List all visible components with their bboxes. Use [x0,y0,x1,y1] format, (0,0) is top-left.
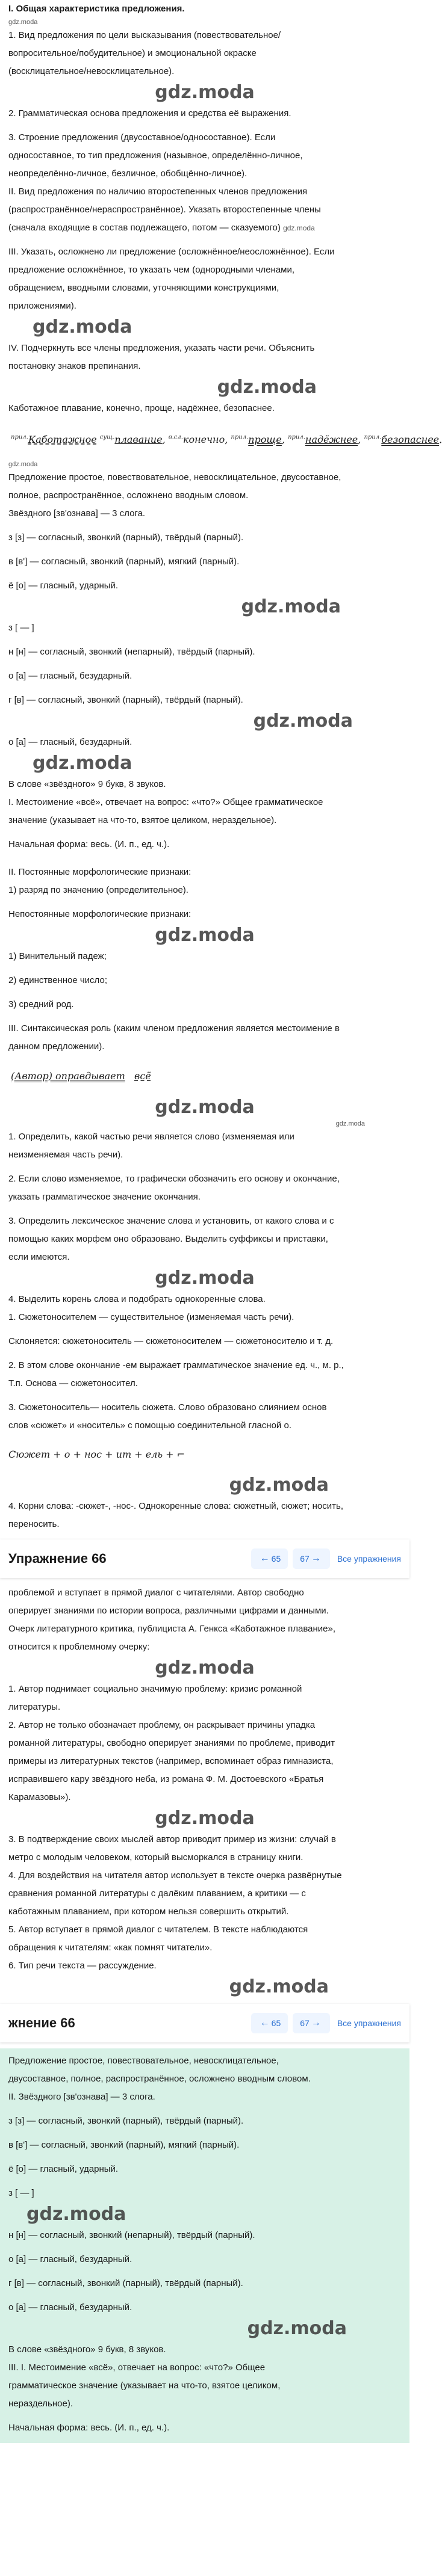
text-line: примеры из литературных текстов (например, вспоминает образ гимназиста, [8,1756,334,1767]
text-line: г [в] — согласный, звонкий (парный), твёрдый (парный). [8,2278,243,2289]
prev-exercise-button[interactable]: ← 65 [251,1548,288,1569]
text-line: 2. Автор не только обозначает проблему, он раскрывает причины упадка [8,1720,316,1731]
text-line: з [з] — согласный, звонкий (парный), твёрдый (парный). [8,2116,244,2127]
text-line: Начальная форма: весь. (И. п., ед. ч.). [8,2423,170,2433]
watermark: gdz.moda [229,1976,329,1998]
text-line: Т.п. Основа — сюжетоносител. [8,1378,138,1389]
text-line: Очерк литературного критика, публициста А. Генкса «Каботажное плавание», [8,1624,335,1635]
text-line: 3. В подтверждение своих мыслей автор приводит пример из жизни: случай в [8,1834,336,1845]
text-line: романной литературы, свободно оперирует знаниями по проблеме, приводит [8,1738,335,1749]
watermark-inline: gdz.moda [283,224,315,232]
text-line: о [а] — гласный, безударный. [8,671,132,682]
handwritten-predicate: (Автор) оправдывает [11,1070,125,1082]
watermark: gdz.moda [253,710,353,732]
text-line: проблемой и вступает в прямой диалог с читателями. Автор свободно [8,1588,304,1598]
text-line: 3. Сюжетоноситель— носитель сюжета. Слово образовано слиянием основ [8,1402,327,1413]
text-line: исправившего кару звёздного неба, из романа Ф. М. Достоевского «Братья [8,1774,324,1785]
text-line: 1) разряд по значению (определительное). [8,885,188,896]
text-line: II. Вид предложения по наличию второстепенных членов предложения [8,186,308,197]
text-line: о [а] — гласный, безударный. [8,2254,132,2265]
text-line: II. Постоянные морфологические признаки: [8,867,191,878]
text-line: 1. Вид предложения по цели высказывания (повествовательное/ [8,30,281,40]
text-line: 2. Грамматическая основа предложения и средства её выражения. [8,108,291,119]
all-exercises-link[interactable]: Все упражнения [337,1554,401,1564]
text-line: 3. Строение предложения (двусоставное/односоставное). Если [8,132,276,143]
text-line: Предложение простое, повествовательное, невосклицательное, [8,2056,279,2066]
text-line: г [в] — согласный, звонкий (парный), твёрдый (парный). [8,695,243,706]
text-line: III. I. Местоимение «всё», отвечает на вопрос: «что?» Общее [8,2362,266,2373]
text-line: 1) Винительный падеж; [8,951,107,962]
text-line: каботажным плаванием, при котором нельзя совершить открытий. [8,1906,289,1917]
text-line: постановку знаков препинания. [8,361,141,371]
text-line: переносить. [8,1519,60,1530]
text-line: 3) средний род. [8,999,74,1010]
text-line: обращением, вводными словами, уточняющими конструкциями, [8,283,279,293]
text-line: В слове «звёздного» 9 букв, 8 звуков. [8,2344,166,2355]
arrow-right-icon: → [311,1553,321,1564]
text-line: полное, распространённое, осложнено вводным словом. [8,490,249,501]
arrow-left-icon: ← [260,2018,270,2029]
word-intro: $^{в.сл.}$конечно [168,434,225,446]
watermark: gdz.moda [33,316,132,337]
text-line: неизменяемая часть речи). [8,1150,123,1160]
text-line: обращения к читателям: «как помнят читатели». [8,1943,213,1953]
text-line: вопросительное/побудительное) и эмоциональной окраске [8,48,257,58]
text-line: ё [о] — гласный, ударный. [8,2164,119,2175]
text-line: 1. Сюжетоносителем — существительное (изменяемая часть речи). [8,1312,294,1323]
exercise-nav-bar [0,2004,409,2042]
text-line: 2) единственное число; [8,975,107,986]
watermark: gdz.moda [33,753,132,774]
watermark: gdz.moda [155,925,255,946]
text-line: нераздельное). [8,2399,73,2409]
word-pred-3: $^{прил.}$безопаснее [364,434,440,446]
text-line: относится к проблемному очерку: [8,1642,150,1653]
text-line: 6. Тип речи текста — рассуждение. [8,1961,157,1971]
watermark: gdz.moda [229,1474,329,1496]
text-line: грамматическое значение (указывает на что-то, взятое целиком, [8,2380,281,2391]
text-line: сравнения романной литературы с далёким плаванием, а критики — с [8,1888,306,1899]
text-line: односоставное, то тип предложения (назывное, определённо-личное, [8,150,303,161]
text-line: Карамазовы»). [8,1792,71,1803]
text-line: Непостоянные морфологические признаки: [8,909,191,920]
watermark-logo-small: gdz.moda [8,461,38,469]
text-line: о [а] — гласный, безударный. [8,737,132,748]
morpheme-scheme: Сюжет + о + нос + ит + ель + ⌐ [8,1449,185,1461]
text-line: ё [о] — гласный, ударный. [8,581,119,591]
text-line: Звёздного [зв'ознава] — 3 слога. [8,508,146,519]
text-line: I. Местоимение «всё», отвечает на вопрос: «что?» Общее грамматическое [8,797,323,808]
text-line: 4. Корни слова: -сюжет-, -нос-. Однокоренные слова: сюжетный, сюжет; носить, [8,1501,343,1512]
section-title: I. Общая характеристика предложения. [8,4,185,14]
text-line: з [ — ] [8,2188,34,2199]
text-line: 3. Определить лексическое значение слова и установить, от какого слова и с [8,1216,334,1227]
text-line: (восклицательное/невосклицательное). [8,66,175,76]
text-line: III. Указать, осложнено ли предложение (осложнённое/неосложнённое). Если [8,247,335,257]
text-line: з [ — ] [8,623,34,633]
watermark: gdz.moda [155,82,255,103]
watermark-logo-small: gdz.moda [335,1120,365,1128]
handwritten-object: всё [134,1070,151,1082]
text-line: если имеются. [8,1252,70,1263]
text-line: предложение осложнённое, то указать чем (однородными членами, [8,265,295,275]
exercise-nav-bar [0,1539,409,1578]
next-exercise-button[interactable]: 67 → [293,1548,330,1569]
text-line: н [н] — согласный, звонкий (непарный), твёрдый (парный). [8,2230,255,2241]
text-fragment: (сначала входящие в состав подлежащего, потом — сказуемого) [8,223,281,233]
text-line: двусоставное, полное, распространённое, осложнено вводным словом. [8,2074,311,2085]
watermark: gdz.moda [155,1808,255,1829]
text-line: 1. Определить, какой частью речи является слово (изменяемая или [8,1132,294,1142]
text-line: з [з] — согласный, звонкий (парный), твёрдый (парный). [8,532,244,543]
text-line: 2. Если слово изменяемое, то графически обозначить его основу и окончание, [8,1174,340,1185]
text-line: III. Синтаксическая роль (каким членом предложения является местоимение в [8,1023,340,1034]
word-adj: $^{прил.}$Каботажное [11,434,97,446]
parsed-sentence: $^{прил.}$Каботажное $^{сущ.}$плавание, $^{в.сл.}$конечно, $^{прил.}$проще, $^{прил.}$надёжнее, $^{прил.}$безопаснее. [11,434,442,446]
text-line: 4. Для воздействия на читателя автор использует в тексте очерка развёрнутые [8,1870,342,1881]
watermark: gdz.moda [155,1097,255,1118]
next-exercise-button[interactable]: 67 → [293,2013,330,2033]
text-line: помощью каких морфем оно образовано. Выделить суффиксы и приставки, [8,1234,328,1245]
word-noun: $^{сущ.}$плавание [99,434,163,446]
text-line: 4. Выделить корень слова и подобрать однокоренные слова. [8,1294,266,1305]
watermark: gdz.moda [247,2318,347,2340]
text-line: значение (указывает на что-то, взятое целиком, нераздельное). [8,815,277,826]
watermark: gdz.moda [217,377,317,398]
text-line: Предложение простое, повествовательное, невосклицательное, двусоставное, [8,472,341,483]
arrow-right-icon: → [311,2018,321,2029]
prev-exercise-button[interactable]: ← 65 [251,2013,288,2033]
solution-part-2 [0,1584,409,1998]
watermark: gdz.moda [241,596,341,618]
text-line: (распространённое/нераспространённое). Указать второстепенные члены [8,205,321,215]
solution-part-3 [0,2048,409,2443]
watermark-logo-small: gdz.moda [8,19,38,26]
text-line: II. Звёздного [зв'ознава] — 3 слога. [8,2092,155,2103]
exercise-title: Упражнение 66 [8,1551,107,1567]
text-line: Каботажное плавание, конечно, проще, надёжнее, безопаснее. [8,403,275,413]
text-line: 1. Автор поднимает социально значимую проблему: кризис романной [8,1684,302,1695]
text-line: н [н] — согласный, звонкий (непарный), твёрдый (парный). [8,647,255,658]
text-line: метро с молодым человеком, который высморкался в страницу книги. [8,1852,303,1863]
watermark: gdz.moda [26,2204,126,2225]
handwritten-syntax [8,1065,401,1087]
text-line: приложениями). [8,301,76,311]
text-line: о [а] — гласный, безударный. [8,2302,132,2313]
text-line [8,219,401,237]
text-line: указать грамматическое значение окончания. [8,1192,201,1203]
text-line: Начальная форма: весь. (И. п., ед. ч.). [8,839,170,850]
all-exercises-link[interactable]: Все упражнения [337,2018,401,2029]
text-line: IV. Подчеркнуть все члены предложения, указать части речи. Объяснить [8,343,315,353]
text-line: 2. В этом слове окончание -ем выражает грамматическое значение ед. ч., м. р., [8,1360,344,1371]
exercise-title: жнение 66 [8,2015,75,2031]
text-line: в [в'] — согласный, звонкий (парный), мягкий (парный). [8,2140,240,2151]
text-line: В слове «звёздного» 9 букв, 8 звуков. [8,779,166,790]
text-line: слов «сюжет» и «носитель» с помощью соединительной гласной о. [8,1420,291,1431]
word-pred-1: $^{прил.}$проще [231,434,282,446]
text-line: неопределённо-личное, безличное, обобщённо-личное). [8,168,247,179]
text-line: оперирует знаниями по истории вопроса, различными цифрами и данными. [8,1606,329,1616]
text-line: данном предложении). [8,1041,105,1052]
watermark: gdz.moda [155,1268,255,1289]
text-line: литературы. [8,1702,61,1713]
word-pred-2: $^{прил.}$надёжнее [288,434,358,446]
arrow-left-icon: ← [260,1553,270,1564]
text-line: Склоняется: сюжетоноситель — сюжетоносителем — сюжетоносителю и т. д. [8,1336,334,1347]
text-line: 5. Автор вступает в прямой диалог с читателем. В тексте наблюдаются [8,1924,308,1935]
watermark: gdz.moda [155,1657,255,1679]
text-line: в [в'] — согласный, звонкий (парный), мягкий (парный). [8,556,240,567]
